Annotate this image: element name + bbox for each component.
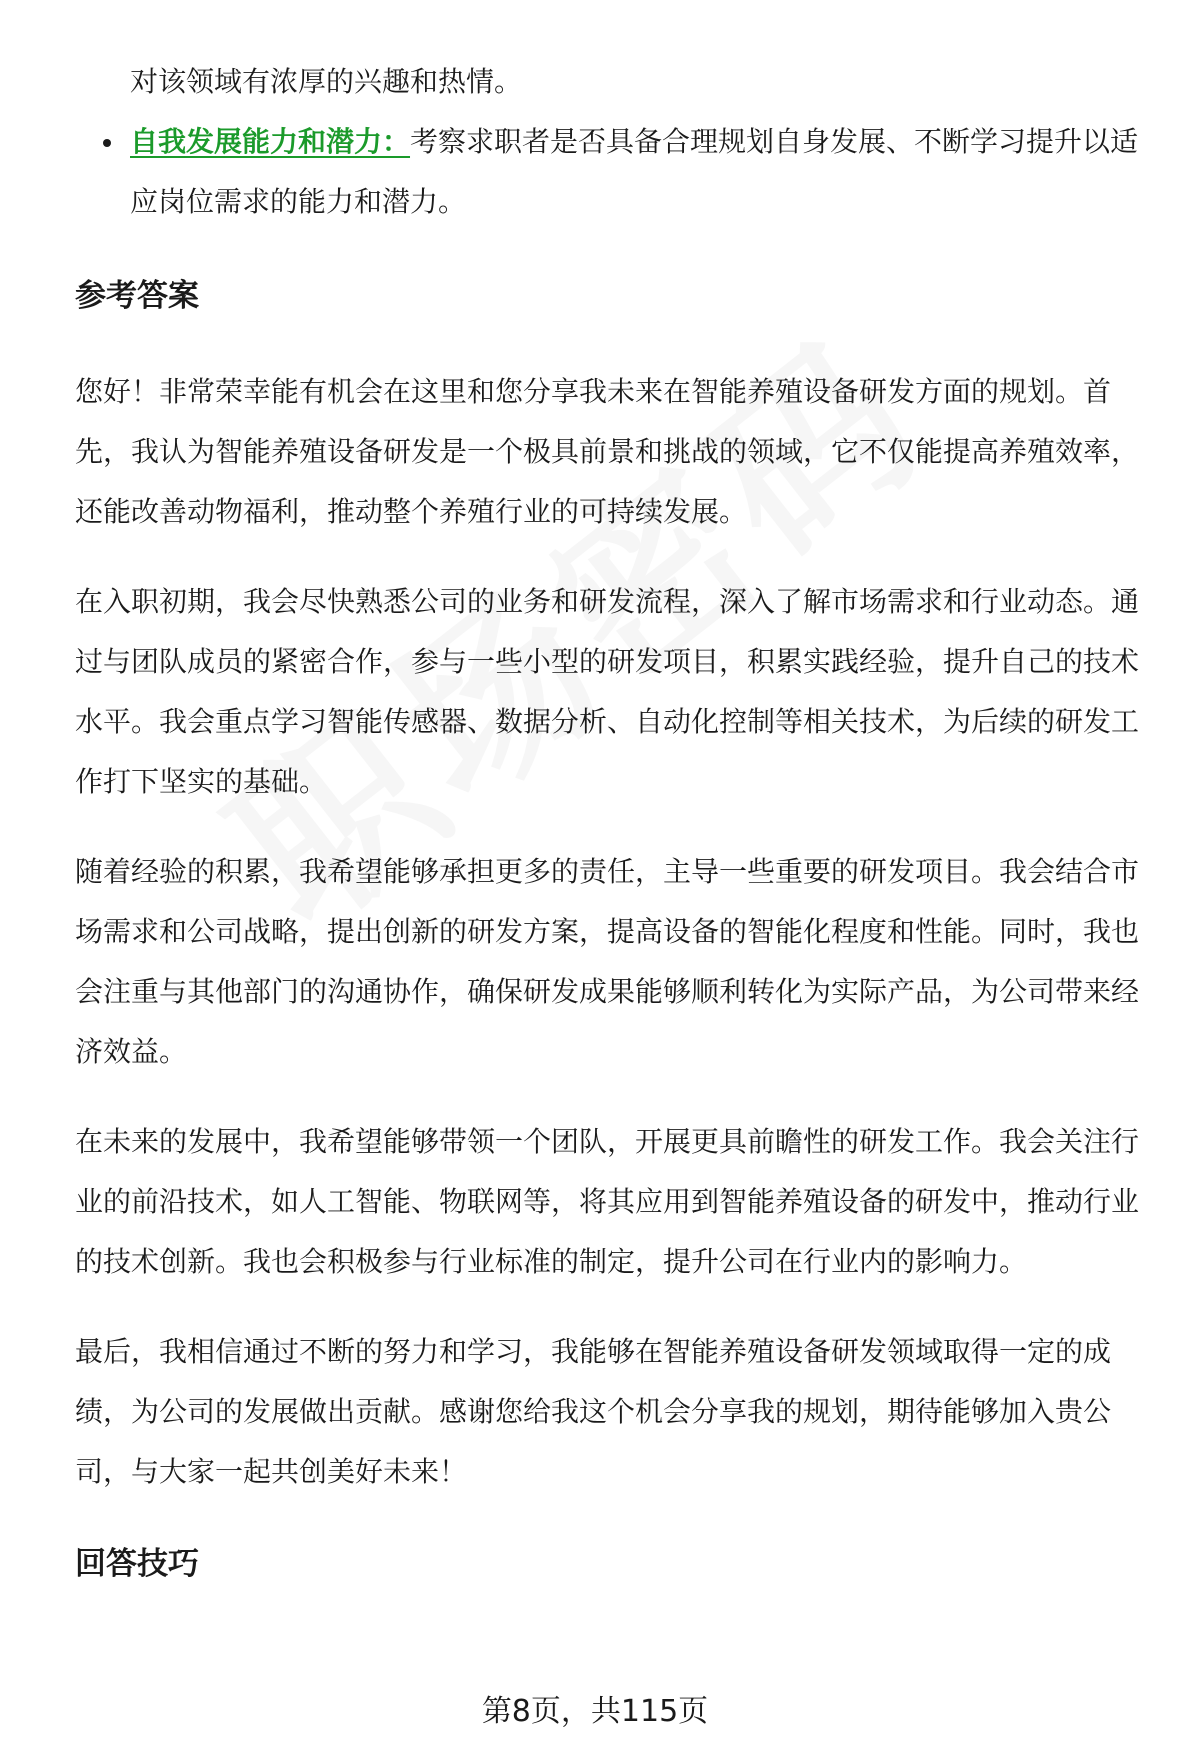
page-number: 第8页，共115页 [481,1694,709,1729]
section-title-answer: 参考答案 [75,278,199,314]
bullet-item [75,112,1162,232]
bullet-keyword: 自我发展能力和潜力： [130,125,411,158]
answer-paragraph: 在未来的发展中，我希望能够带领一个团队，开展更具前瞻性的研发工作。我会关注行业的前沿技术，如人工智能、物联网等，将其应用到智能养殖设备的研发中，推动行业的技术创新。我也会积极参与行业标准的制定，提升公司在行业内的影响力。 [75,1125,1140,1278]
bullet-list [75,112,1162,232]
bullet-dot-icon [103,139,111,147]
section-title-tips: 回答技巧 [75,1546,199,1582]
answer-paragraph: 您好！非常荣幸能有机会在这里和您分享我未来在智能养殖设备研发方面的规划。首先，我认为智能养殖设备研发是一个极具前景和挑战的领域，它不仅能提高养殖效率，还能改善动物福利，推动整个养殖行业的可持续发展。 [75,375,1140,528]
answer-paragraph: 最后，我相信通过不断的努力和学习，我能够在智能养殖设备研发领域取得一定的成绩，为公司的发展做出贡献。感谢您给我这个机会分享我的规划，期待能够加入贵公司，与大家一起共创美好未来！ [75,1335,1112,1488]
intro-continuation: 对该领域有浓厚的兴趣和热情。 [130,65,523,98]
answer-paragraph: 在入职初期，我会尽快熟悉公司的业务和研发流程，深入了解市场需求和行业动态。通过与团队成员的紧密合作，参与一些小型的研发项目，积累实践经验，提升自己的技术水平。我会重点学习智能传感器、数据分析、自动化控制等相关技术，为后续的研发工作打下坚实的基础。 [75,585,1140,798]
bullet-text: 考察求职者是否具备合理规划自身发展、不断学习提升以适应岗位需求的能力和潜力。 [130,125,1139,218]
answer-paragraph: 随着经验的积累，我希望能够承担更多的责任，主导一些重要的研发项目。我会结合市场需求和公司战略，提出创新的研发方案，提高设备的智能化程度和性能。同时，我也会注重与其他部门的沟通协作，确保研发成果能够顺利转化为实际产品，为公司带来经济效益。 [75,855,1140,1068]
